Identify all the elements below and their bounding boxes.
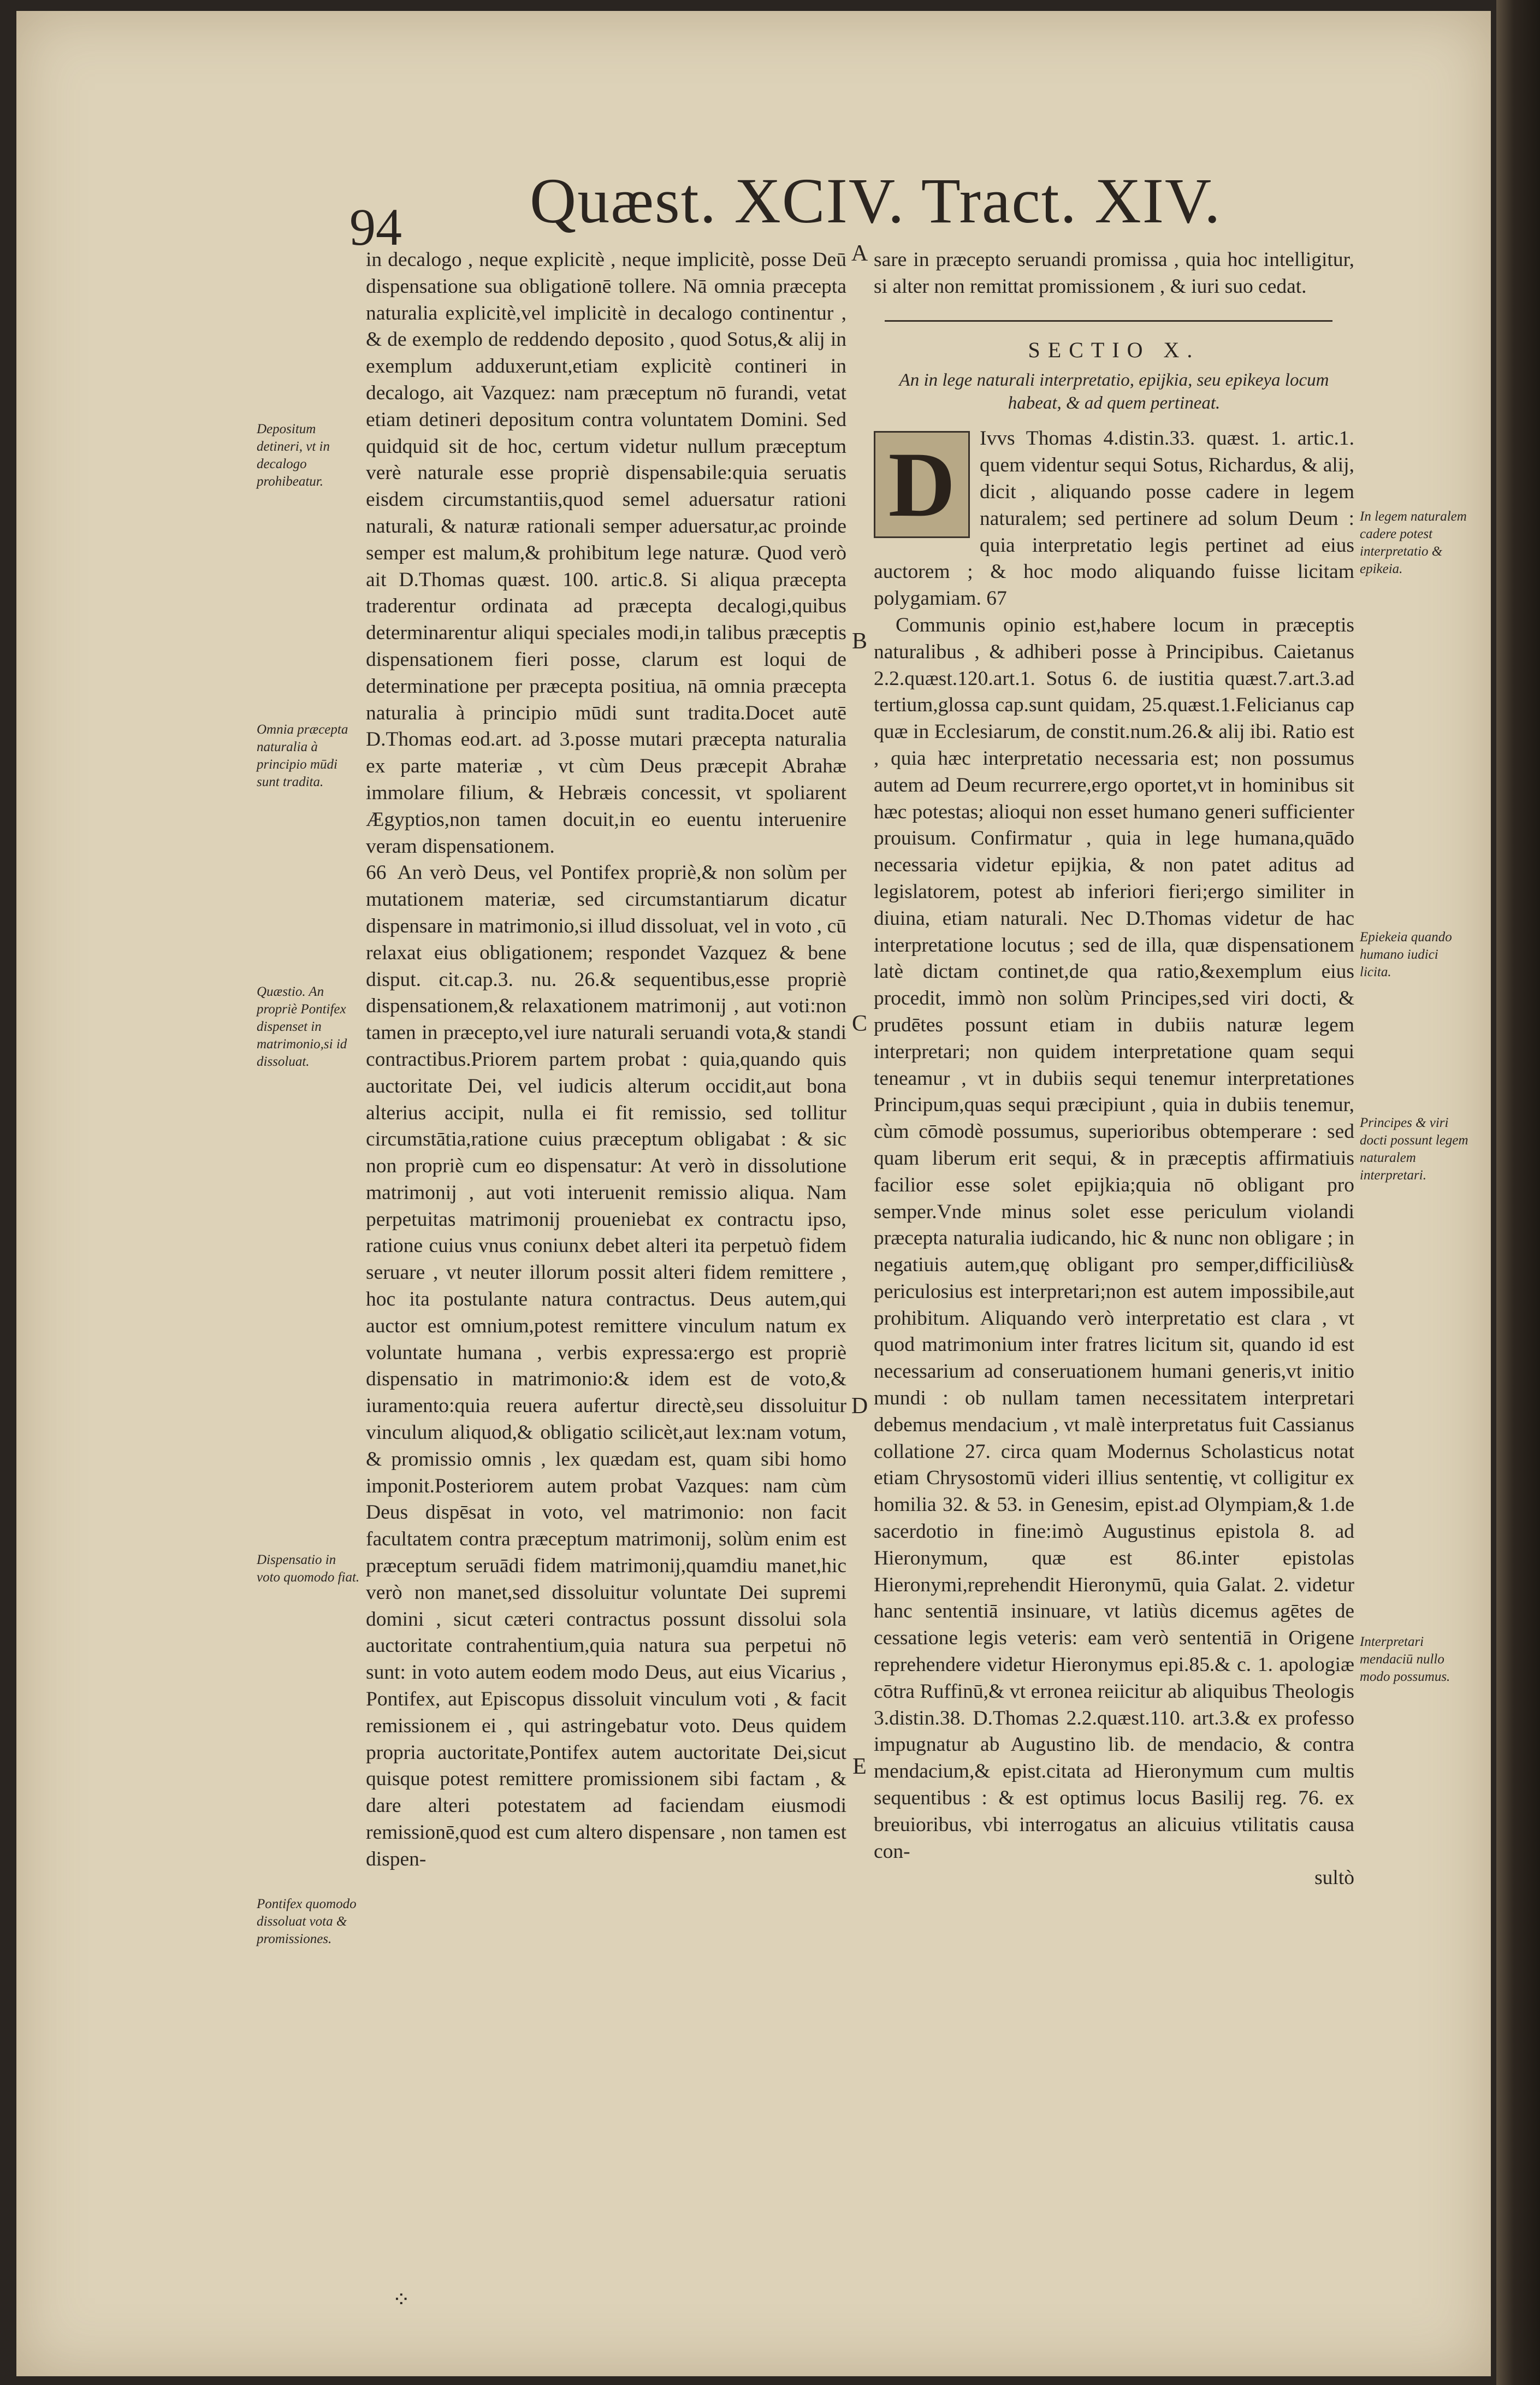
catchword: sultò	[1314, 1867, 1354, 1890]
paragraph-number-67: 67	[986, 587, 1007, 610]
section-letter-a: A	[851, 241, 868, 266]
margin-note-right-4: Interpretari mendaciū nullo modo possumus.	[1360, 1634, 1450, 1684]
section-letter-d: D	[851, 1394, 868, 1419]
right-column	[874, 247, 1354, 1892]
left-column	[366, 247, 846, 1873]
decorated-initial	[874, 431, 970, 538]
footer-ornament: ⁘	[392, 2287, 411, 2312]
right-paragraph-2: Communis opinio est,habere locum in præceptis naturalibus , & adhiberi posse à Principibus. Caietanus 2.2.quæst.120.art.1. Sotus 6. de iustitia quæst.7.art.3.ad tertium,glossa cap.sunt quidam, 25.quæst.1.Felicianus cap quæ in Ecclesiarum, de constit.num.26.& alij ibi. Ratio est , quia hæc interpretatio necessaria est; non possumus autem ad Deum recurrere,ergo oportet,vt in hominibus sit hæc potestas; alioqui non esset humano generi sufficienter prouisum. Confirmatur , quia in lege humana,quādo necessaria videtur epijkia, & non patet aditus ad legislatorem, potest ab inferiori fieri;ergo similiter in diuina, etiam naturali. Nec D.Thomas videtur de hac interpretatione locutus ; sed de illa, quæ dispensationem latè dictam continet,de qua ratio,&exemplum eius procedit, immò non solùm Principes,sed viri docti, & prudētes possunt etiam in dubiis naturæ legem interpretari; non quidem interpretatione quam sequi teneamur , vt in dubiis sequi tenemur interpretationes Principum,quas sequi præcipiunt , quia in dubiis tenemur, cùm cōmodè possumus, superioribus obtemperare : sed quam liberum erit sequi, & in præceptis affirmatiuis facilior esse solet epijkia;quia nō obligant pro semper.Vnde minus solet esse periculum violandi præcepta naturalia iudicando, hic & nunc non obligare ; in negatiuis autem,quę obligant pro semper,difficiliùs& periculosius est interpretari;non est autem impossibile,aut prohibitum. Aliquando verò interpretatio est clara , vt quod matrimonium inter fratres licitum sit, quando id est necessarium ad conseruationem humani generis,vt initio mundi : ob nullam tamen necessitatem interpretari debemus mendacium , vt malè interpretatus fuit Cassianus collatione 27. circa quam Modernus Scholasticus notat etiam Chrysostomū videri illius sententię, vt colligitur ex homilia 32. & 53. in Genesim, epist.ad Olympiam,& 1.de sacerdotio in fine:imò Augustinus epistola 8. ad Hieronymum, quæ est 86.inter epistolas Hieronymi,reprehendit Hieronymū, quia Galat. 2. videtur hanc sententiā insinuare, vt latiùs dicemus agētes de cessatione legis veteris: eam verò sententiā in Origene reprehendere videtur Hieronymus epi.85.& c. 1. apologiæ cōtra Ruffinū,& vt erronea reiicitur ab aliquibus Theologis 3.distin.38. D.Thomas 2.2.quæst.110. art.3.& ex professo impugnatur ab Augustino lib. de mendacio, & contra mendacium,& epist.citata ad Hieronymum cum multis sequentibus : & est optimus locus Basilij reg. 76. ex breuioribus, vbi interrogatus an alicuius vtilitatis causa con-	[874, 613, 1354, 1863]
margin-note-right-1: In legem naturalem cadere potest interpretatio & epikeia.	[1360, 509, 1467, 576]
section-letter-c: C	[851, 1011, 867, 1036]
section-divider	[885, 320, 1332, 322]
margin-note-left-3: Quæstio. An propriè Pontifex dispenset in matrimonio,si id dissoluat.	[257, 984, 347, 1069]
section-letter-b: B	[851, 629, 867, 654]
right-lead-paragraph: sare in præcepto seruandi promissa , quia hoc intelligitur, si alter non remittat promissionem , & iuri suo cedat.	[874, 249, 1354, 298]
running-head: Quæst. XCIV. Tract. XIV.	[530, 165, 1222, 237]
margin-note-left-4: Dispensatio in voto quomodo fiat.	[257, 1552, 360, 1585]
right-paragraph-1-text: Ivvs Thomas 4.distin.33. quæst. 1. artic.1. quem videntur sequi Sotus, Richardus, & alij, dicit , aliquando posse cadere in legem naturalem; sed pertinere ad solum Deum : quia interpretatio legis pertinet ad eius auctorem ; & hoc modo aliquando fuisse licitam polygamiam.	[874, 427, 1354, 610]
paragraph-number-66: 66	[366, 861, 387, 884]
book-binding	[1496, 0, 1540, 2385]
left-paragraph-2-text: An verò Deus, vel Pontifex propriè,& non solùm per mutationem materiæ, sed circumstantiarum dicatur dispensare in matrimonio,si illud dissoluat, vel in voto , cū relaxat eius obligationem; respondet Vazquez & bene disput. cit.cap.3. nu. 26.& sequentibus,esse propriè dispensationem,& relaxationem matrimonij , aut voti:non tamen in præcepto,vel iure naturali seruandi vota,& standi contractibus.Priorem partem probat : quia,quando quis auctoritate Dei, vel iudicis alterum occidit,aut bona alterius accipit, nulla ei fit remissio, sed tollitur circumstātia,ratione cuius præceptum obligabat : & sic non propriè cum eo dispensatur: At verò in dissolutione matrimonij , aut voti interuenit remissio aliqua. Nam perpetuitas matrimonij proueniebat ex contractu ipso, ratione cuius vnus coniunx debet alteri ita perpetuò fidem seruare , vt neuter illorum possit alteri fidem remittere , hoc ita postulante natura contractus. Deus autem,qui auctor est omnium,potest remittere vinculum natum ex voluntate humana , verbis expressa:ergo est propriè dispensatio in matrimonio:& idem est de voto,& iuramento:quia reuera aufertur directè,seu dissoluitur vinculum aliquod,& obligatio scilicèt,aut lex:nam votum, & promissio omnis , lex quædam est, quam sibi homo imponit.Posteriorem autem probat Vazques: nam cùm Deus dispēsat in voto, vel matrimonio: non facit facultatem contra præceptum matrimonij, solùm enim est præceptum seruādi fidem matrimonij,quamdiu manet,hic verò non manet,sed dissoluitur voluntate Dei supremi domini , sicut cæteri contractus possunt dissolui sola auctoritate contrahentium,quia natura sua perpetui nō sunt: in voto autem eodem modo Deus, aut eius Vicarius , Pontifex, aut Episcopus dissoluit vinculum voti , & facit remissionem ei , qui astringebatur voto. Deus quidem propria auctoritate,Pontifex autem auctoritate Dei,sicut quisque potest remittere promissionem sibi factam , & dare alteri potestatem ad faciendam eiusmodi remissionē,quod est cum altero dispensare , non tamen est dispen-	[366, 861, 846, 1870]
margin-note-left-1: Depositum detineri, vt in decalogo prohibeatur.	[257, 422, 330, 489]
margin-note-right-3: Principes & viri docti possunt legem naturalem interpretari.	[1360, 1115, 1468, 1183]
margin-note-right-2: Epiekeia quando humano iudici licita.	[1360, 930, 1452, 979]
left-paragraph-2	[366, 860, 846, 1873]
margin-note-left-2: Omnia præcepta naturalia à principio mūdi sunt tradita.	[257, 722, 348, 789]
page-header	[350, 164, 1278, 256]
left-paragraph-1: in decalogo , neque explicitè , neque implicitè, posse Deū dispensatione sua obligationē tollere. Nā omnia præcepta naturalia explicitè,vel implicitè in decalogo continentur , & de exemplo de reddendo deposito , quod Sotus,& alij in exemplum adduxerunt,etiam explicitè contineri in decalogo, ait Vazquez: nam præceptum nō furandi, vetat etiam detineri depositum contra voluntatem Domini. Sed quidquid sit de hoc, certum videtur nullum præceptum verè naturale esse propriè dispensabile:quia seruatis eisdem circumstantiis,quod semel aduersatur rationi naturali, & naturæ rationali semper aduersatur,ac proinde semper est malum,& prohibitum lege naturæ. Quod verò ait D.Thomas quæst. 100. artic.8. Si aliqua præcepta traderentur ordinata ad præcepta decalogi,quibus determinarentur aliqui speciales modi,in talibus præceptis dispensationem fieri posse, clarum est loqui de determinatione per præcepta positiua, nā omnia præcepta naturalia à principio mūdi sunt tradita.Docet autē D.Thomas eod.art. ad 3.posse mutari præcepta naturalia ex parte materiæ , vt cùm Deus præcepit Abrahæ immolare filium, & Hebræis concessit, vt spoliarent Ægyptios,non tamen docuit,in eo euentu interuenire veram dispensationem.	[366, 249, 846, 858]
section-title: An in lege naturali interpretatio, epijkia, seu epikeya locum habeat, & ad quem pertineat.	[899, 370, 1329, 414]
page-number: 94	[350, 198, 402, 256]
section-letter-e: E	[852, 1754, 867, 1779]
margin-note-left-5: Pontifex quomodo dissoluat vota & promissiones.	[257, 1897, 357, 1946]
decorated-initial-letter: D	[888, 433, 956, 536]
section-label: SECTIO X.	[1028, 337, 1200, 362]
